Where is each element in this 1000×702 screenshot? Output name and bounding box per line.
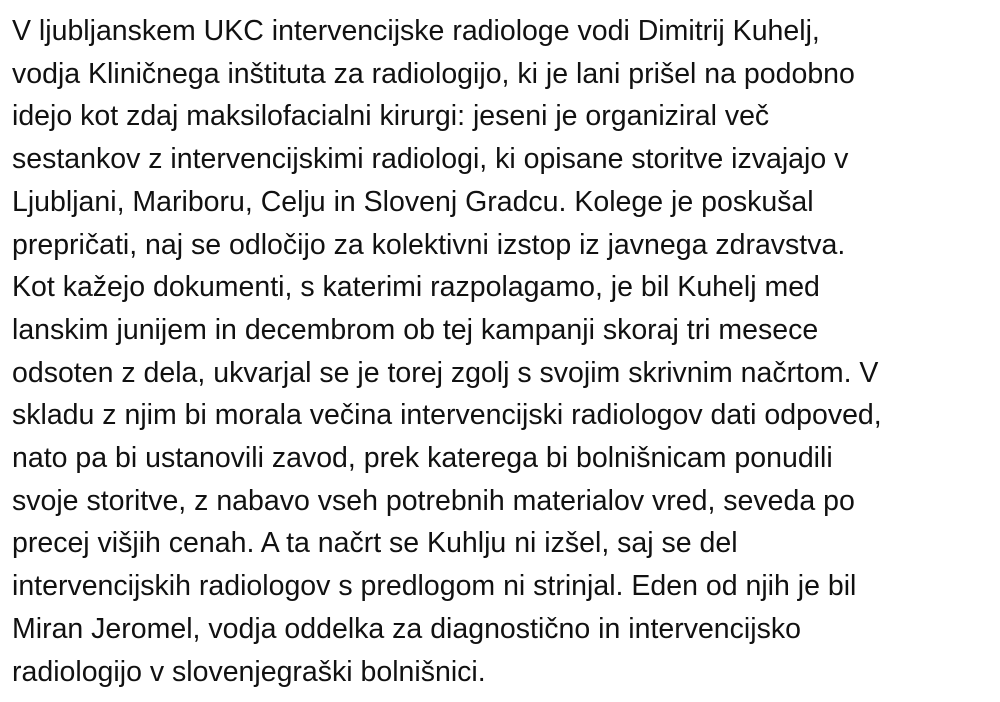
paragraph-line: precej višjih cenah. A ta načrt se Kuhlju ni izšel, saj se del [12, 527, 738, 560]
paragraph-line: sestankov z intervencijskimi radiologi, ki opisane storitve izvajajo v [12, 143, 849, 176]
paragraph-line: V ljubljanskem UKC intervencijske radiologe vodi Dimitrij Kuhelj, [12, 15, 820, 47]
paragraph-line: nato pa bi ustanovili zavod, prek katerega bi bolnišnicam ponudili [12, 442, 833, 475]
paragraph-line: vodja Kliničnega inštituta za radiologijo, ki je lani prišel na podobno [12, 57, 855, 90]
paragraph-line: Kot kažejo dokumenti, s katerimi razpolagamo, je bil Kuhelj med [12, 271, 820, 304]
paragraph-line: lanskim junijem in decembrom ob tej kampanji skoraj tri mesece [12, 313, 819, 346]
paragraph-line: radiologijo v slovenjegraški bolnišnici. [12, 655, 486, 688]
paragraph-line: svoje storitve, z nabavo vseh potrebnih materialov vred, seveda po [12, 484, 855, 517]
paragraph-line: odsoten z dela, ukvarjal se je torej zgolj s svojim skrivnim načrtom. V [12, 356, 879, 389]
paragraph-line: idejo kot zdaj maksilofacialni kirurgi: jeseni je organiziral več [12, 100, 770, 133]
paragraph-line: skladu z njim bi morala večina intervencijski radiologov dati odpoved, [12, 399, 882, 432]
paragraph-line: Miran Jeromel, vodja oddelka za diagnostično in intervencijsko [12, 612, 801, 645]
article-paragraph [12, 10, 992, 693]
paragraph-line: intervencijskih radiologov s predlogom ni strinjal. Eden od njih je bil [12, 570, 857, 603]
paragraph-line: Ljubljani, Mariboru, Celju in Slovenj Gradcu. Kolege je poskušal [12, 185, 814, 218]
paragraph-line: prepričati, naj se odločijo za kolektivni izstop iz javnega zdravstva. [12, 228, 846, 261]
